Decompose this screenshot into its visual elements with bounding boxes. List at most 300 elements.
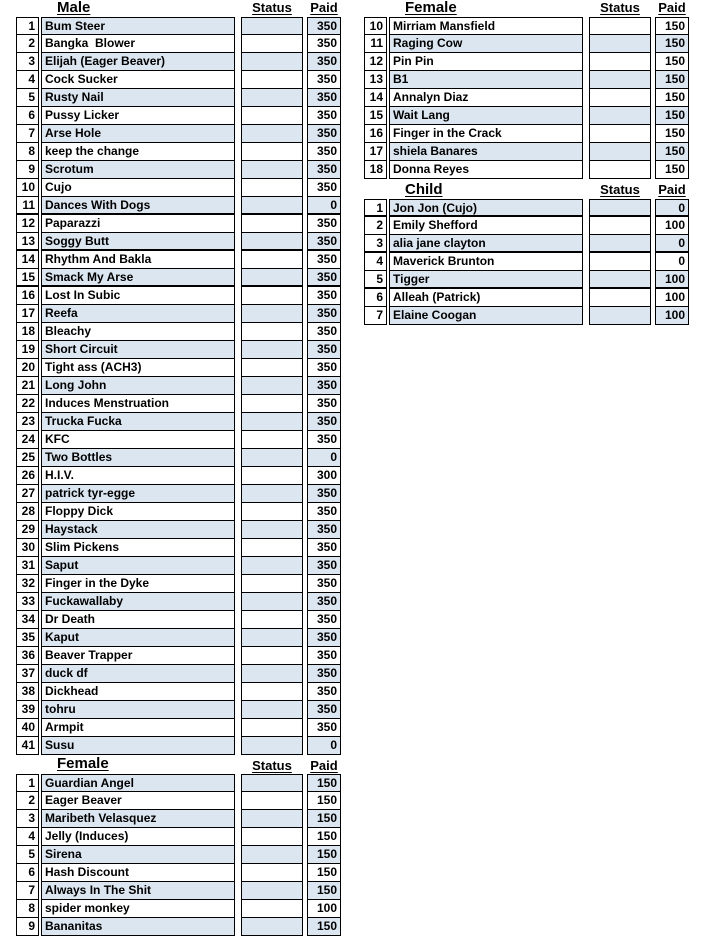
name-cell[interactable]: Induces Menstruation <box>41 395 235 413</box>
name-cell[interactable]: Rusty Nail <box>41 89 235 107</box>
paid-cell[interactable]: 350 <box>307 701 341 719</box>
row-number-cell[interactable]: 16 <box>16 287 39 305</box>
row-number-cell[interactable]: 18 <box>364 161 387 179</box>
status-cell[interactable] <box>589 35 651 53</box>
row-number-cell[interactable]: 34 <box>16 611 39 629</box>
row-number-cell[interactable]: 21 <box>16 377 39 395</box>
row-number-cell[interactable]: 41 <box>16 737 39 755</box>
status-cell[interactable] <box>241 683 303 701</box>
table-row <box>16 575 342 593</box>
name-cell[interactable]: Two Bottles <box>41 449 235 467</box>
table-row <box>16 143 342 161</box>
name-cell[interactable]: Paparazzi <box>41 215 235 233</box>
name-cell[interactable]: Pussy Licker <box>41 107 235 125</box>
status-cell[interactable] <box>589 71 651 89</box>
status-cell[interactable] <box>589 53 651 71</box>
name-cell[interactable]: Jon Jon (Cujo) <box>389 199 583 217</box>
status-cell[interactable] <box>241 359 303 377</box>
paid-cell[interactable]: 350 <box>307 251 341 269</box>
status-column-header[interactable]: Status <box>252 758 292 773</box>
status-cell[interactable] <box>241 377 303 395</box>
name-cell[interactable]: Floppy Dick <box>41 503 235 521</box>
name-cell[interactable]: Arse Hole <box>41 125 235 143</box>
status-cell[interactable] <box>241 89 303 107</box>
table-row <box>364 235 690 253</box>
paid-cell[interactable]: 100 <box>655 271 689 289</box>
row-number-cell[interactable]: 3 <box>364 235 387 253</box>
male-section <box>16 0 342 755</box>
name-cell[interactable]: Raging Cow <box>389 35 583 53</box>
row-number-cell[interactable]: 29 <box>16 521 39 539</box>
status-cell[interactable] <box>241 774 303 792</box>
name-cell[interactable]: Sirena <box>41 846 235 864</box>
paid-cell[interactable]: 350 <box>307 143 341 161</box>
right-table-column <box>364 0 690 325</box>
name-cell[interactable]: keep the change <box>41 143 235 161</box>
paid-cell[interactable]: 350 <box>307 161 341 179</box>
table-row <box>364 271 690 289</box>
name-cell[interactable]: Maverick Brunton <box>389 253 583 271</box>
status-cell[interactable] <box>241 413 303 431</box>
paid-cell[interactable]: 150 <box>307 864 341 882</box>
paid-cell[interactable]: 350 <box>307 575 341 593</box>
paid-cell[interactable]: 350 <box>307 377 341 395</box>
paid-cell[interactable]: 350 <box>307 53 341 71</box>
paid-cell[interactable]: 0 <box>307 449 341 467</box>
paid-cell[interactable]: 350 <box>307 341 341 359</box>
table-row <box>16 593 342 611</box>
name-cell[interactable]: Cujo <box>41 179 235 197</box>
paid-cell[interactable]: 300 <box>307 467 341 485</box>
status-cell[interactable] <box>241 161 303 179</box>
paid-cell[interactable]: 350 <box>307 647 341 665</box>
row-number-cell[interactable]: 40 <box>16 719 39 737</box>
row-number-cell[interactable]: 28 <box>16 503 39 521</box>
status-cell[interactable] <box>241 431 303 449</box>
row-number-cell[interactable]: 9 <box>16 161 39 179</box>
name-cell[interactable]: Rhythm And Bakla <box>41 251 235 269</box>
name-cell[interactable]: tohru <box>41 701 235 719</box>
status-cell[interactable] <box>241 828 303 846</box>
paid-cell[interactable]: 350 <box>307 359 341 377</box>
row-number-cell[interactable]: 9 <box>16 918 39 936</box>
name-cell[interactable]: Bum Steer <box>41 17 235 35</box>
row-number-cell[interactable]: 11 <box>16 197 39 215</box>
paid-cell[interactable]: 350 <box>307 125 341 143</box>
name-cell[interactable]: Soggy Butt <box>41 233 235 251</box>
table-row <box>364 35 690 53</box>
row-number-cell[interactable]: 11 <box>364 35 387 53</box>
table-row <box>16 503 342 521</box>
status-cell[interactable] <box>589 217 651 235</box>
row-number-cell[interactable]: 14 <box>364 89 387 107</box>
status-cell[interactable] <box>241 629 303 647</box>
status-cell[interactable] <box>241 810 303 828</box>
paid-cell[interactable]: 350 <box>307 179 341 197</box>
paid-cell[interactable]: 350 <box>307 233 341 251</box>
status-cell[interactable] <box>241 521 303 539</box>
row-number-cell[interactable]: 32 <box>16 575 39 593</box>
paid-cell[interactable]: 150 <box>655 35 689 53</box>
row-number-cell[interactable]: 8 <box>16 900 39 918</box>
status-cell[interactable] <box>241 900 303 918</box>
row-number-cell[interactable]: 2 <box>16 792 39 810</box>
paid-cell[interactable]: 100 <box>655 307 689 325</box>
status-cell[interactable] <box>241 17 303 35</box>
status-cell[interactable] <box>241 215 303 233</box>
status-cell[interactable] <box>241 143 303 161</box>
paid-cell[interactable]: 150 <box>307 882 341 900</box>
status-cell[interactable] <box>241 341 303 359</box>
section-title-female-right[interactable]: Female <box>405 0 457 16</box>
paid-cell[interactable]: 350 <box>307 305 341 323</box>
paid-cell[interactable]: 350 <box>307 593 341 611</box>
status-cell[interactable] <box>241 575 303 593</box>
row-number-cell[interactable]: 39 <box>16 701 39 719</box>
row-number-cell[interactable]: 35 <box>16 629 39 647</box>
paid-cell[interactable]: 100 <box>307 900 341 918</box>
name-cell[interactable]: Trucka Fucka <box>41 413 235 431</box>
table-row <box>16 323 342 341</box>
row-number-cell[interactable]: 10 <box>364 17 387 35</box>
table-row <box>364 53 690 71</box>
status-cell[interactable] <box>241 449 303 467</box>
name-cell[interactable]: Bangka Blower <box>41 35 235 53</box>
paid-cell[interactable]: 150 <box>655 143 689 161</box>
status-cell[interactable] <box>241 323 303 341</box>
status-cell[interactable] <box>241 269 303 287</box>
status-cell[interactable] <box>589 107 651 125</box>
status-cell[interactable] <box>241 647 303 665</box>
section-title-male[interactable]: Male <box>57 0 91 16</box>
status-cell[interactable] <box>589 89 651 107</box>
row-number-cell[interactable]: 31 <box>16 557 39 575</box>
row-number-cell[interactable]: 30 <box>16 539 39 557</box>
paid-cell[interactable]: 150 <box>307 918 341 936</box>
name-cell[interactable]: Haystack <box>41 521 235 539</box>
paid-cell[interactable]: 350 <box>307 485 341 503</box>
paid-cell[interactable]: 150 <box>655 125 689 143</box>
status-cell[interactable] <box>241 665 303 683</box>
table-row <box>16 774 342 792</box>
name-cell[interactable]: Saput <box>41 557 235 575</box>
name-cell[interactable]: Annalyn Diaz <box>389 89 583 107</box>
status-cell[interactable] <box>241 287 303 305</box>
row-number-cell[interactable]: 33 <box>16 593 39 611</box>
row-number-cell[interactable]: 5 <box>16 89 39 107</box>
status-cell[interactable] <box>241 485 303 503</box>
status-cell[interactable] <box>589 289 651 307</box>
paid-cell[interactable]: 350 <box>307 629 341 647</box>
status-cell[interactable] <box>241 197 303 215</box>
paid-column-header[interactable]: Paid <box>310 758 338 773</box>
row-number-cell[interactable]: 16 <box>364 125 387 143</box>
paid-cell[interactable]: 350 <box>307 71 341 89</box>
row-number-cell[interactable]: 6 <box>364 289 387 307</box>
paid-cell[interactable]: 0 <box>307 197 341 215</box>
row-number-cell[interactable]: 24 <box>16 431 39 449</box>
section-title-female-left[interactable]: Female <box>57 755 109 772</box>
row-number-cell[interactable]: 1 <box>16 17 39 35</box>
table-row <box>16 251 342 269</box>
paid-cell[interactable]: 350 <box>307 395 341 413</box>
paid-cell[interactable]: 150 <box>307 810 341 828</box>
row-number-cell[interactable]: 38 <box>16 683 39 701</box>
name-cell[interactable]: Slim Pickens <box>41 539 235 557</box>
row-number-cell[interactable]: 4 <box>16 71 39 89</box>
name-cell[interactable]: Emily Shefford <box>389 217 583 235</box>
table-row <box>16 287 342 305</box>
name-cell[interactable]: Susu <box>41 737 235 755</box>
status-column-header[interactable]: Status <box>600 182 640 197</box>
row-number-cell[interactable]: 13 <box>16 233 39 251</box>
paid-cell[interactable]: 150 <box>307 774 341 792</box>
name-cell[interactable]: Elijah (Eager Beaver) <box>41 53 235 71</box>
male-rows <box>16 17 342 755</box>
row-number-cell[interactable]: 15 <box>364 107 387 125</box>
status-cell[interactable] <box>241 719 303 737</box>
row-number-cell[interactable]: 2 <box>364 217 387 235</box>
name-cell[interactable]: Eager Beaver <box>41 792 235 810</box>
name-cell[interactable]: Jelly (Induces) <box>41 828 235 846</box>
name-cell[interactable]: Dr Death <box>41 611 235 629</box>
paid-cell[interactable]: 350 <box>307 89 341 107</box>
row-number-cell[interactable]: 13 <box>364 71 387 89</box>
table-row <box>16 197 342 215</box>
paid-cell[interactable]: 350 <box>307 611 341 629</box>
table-row <box>364 199 690 217</box>
status-cell[interactable] <box>589 143 651 161</box>
paid-cell[interactable]: 150 <box>307 792 341 810</box>
name-cell[interactable]: Fuckawallaby <box>41 593 235 611</box>
row-number-cell[interactable]: 7 <box>16 125 39 143</box>
row-number-cell[interactable]: 22 <box>16 395 39 413</box>
paid-cell[interactable]: 350 <box>307 683 341 701</box>
name-cell[interactable]: patrick tyr-egge <box>41 485 235 503</box>
name-cell[interactable]: Finger in the Dyke <box>41 575 235 593</box>
paid-cell[interactable]: 150 <box>655 161 689 179</box>
status-cell[interactable] <box>589 125 651 143</box>
paid-column-header[interactable]: Paid <box>658 0 686 15</box>
name-cell[interactable]: Guardian Angel <box>41 774 235 792</box>
status-cell[interactable] <box>241 503 303 521</box>
row-number-cell[interactable]: 12 <box>364 53 387 71</box>
name-cell[interactable]: Scrotum <box>41 161 235 179</box>
status-column-header[interactable]: Status <box>252 0 292 15</box>
name-cell[interactable]: Wait Lang <box>389 107 583 125</box>
row-number-cell[interactable]: 3 <box>16 53 39 71</box>
paid-cell[interactable]: 150 <box>655 107 689 125</box>
name-cell[interactable]: alia jane clayton <box>389 235 583 253</box>
name-cell[interactable]: Short Circuit <box>41 341 235 359</box>
paid-cell[interactable]: 350 <box>307 665 341 683</box>
table-row <box>16 882 342 900</box>
status-cell[interactable] <box>241 107 303 125</box>
status-cell[interactable] <box>241 864 303 882</box>
status-cell[interactable] <box>589 235 651 253</box>
status-cell[interactable] <box>589 17 651 35</box>
name-cell[interactable]: Alleah (Patrick) <box>389 289 583 307</box>
paid-cell[interactable]: 0 <box>655 199 689 217</box>
paid-cell[interactable]: 350 <box>307 557 341 575</box>
status-cell[interactable] <box>241 35 303 53</box>
name-cell[interactable]: H.I.V. <box>41 467 235 485</box>
status-cell[interactable] <box>241 467 303 485</box>
row-number-cell[interactable]: 17 <box>364 143 387 161</box>
table-row <box>16 665 342 683</box>
paid-cell[interactable]: 350 <box>307 503 341 521</box>
paid-cell[interactable]: 150 <box>307 828 341 846</box>
row-number-cell[interactable]: 14 <box>16 251 39 269</box>
name-cell[interactable]: Mirriam Mansfield <box>389 17 583 35</box>
status-cell[interactable] <box>589 271 651 289</box>
name-cell[interactable]: Dickhead <box>41 683 235 701</box>
status-cell[interactable] <box>241 918 303 936</box>
paid-cell[interactable]: 350 <box>307 521 341 539</box>
name-cell[interactable]: Finger in the Crack <box>389 125 583 143</box>
row-number-cell[interactable]: 25 <box>16 449 39 467</box>
row-number-cell[interactable]: 1 <box>16 774 39 792</box>
row-number-cell[interactable]: 3 <box>16 810 39 828</box>
paid-cell[interactable]: 150 <box>655 53 689 71</box>
name-cell[interactable]: KFC <box>41 431 235 449</box>
name-cell[interactable]: Cock Sucker <box>41 71 235 89</box>
paid-cell[interactable]: 0 <box>655 253 689 271</box>
row-number-cell[interactable]: 36 <box>16 647 39 665</box>
paid-cell[interactable]: 350 <box>307 539 341 557</box>
name-cell[interactable]: shiela Banares <box>389 143 583 161</box>
row-number-cell[interactable]: 15 <box>16 269 39 287</box>
paid-cell[interactable]: 0 <box>307 737 341 755</box>
row-number-cell[interactable]: 8 <box>16 143 39 161</box>
paid-cell[interactable]: 150 <box>307 846 341 864</box>
row-number-cell[interactable]: 26 <box>16 467 39 485</box>
status-cell[interactable] <box>241 593 303 611</box>
name-cell[interactable]: Long John <box>41 377 235 395</box>
row-number-cell[interactable]: 4 <box>16 828 39 846</box>
name-cell[interactable]: Pin Pin <box>389 53 583 71</box>
paid-column-header[interactable]: Paid <box>658 182 686 197</box>
name-cell[interactable]: Maribeth Velasquez <box>41 810 235 828</box>
paid-cell[interactable]: 350 <box>307 17 341 35</box>
table-row <box>16 341 342 359</box>
name-cell[interactable]: Donna Reyes <box>389 161 583 179</box>
table-row <box>16 900 342 918</box>
name-cell[interactable]: Smack My Arse <box>41 269 235 287</box>
paid-column-header[interactable]: Paid <box>310 0 338 15</box>
name-cell[interactable]: Elaine Coogan <box>389 307 583 325</box>
name-cell[interactable]: Bleachy <box>41 323 235 341</box>
table-row <box>16 611 342 629</box>
name-cell[interactable]: Armpit <box>41 719 235 737</box>
female-left-section <box>16 755 342 936</box>
name-cell[interactable]: Kaput <box>41 629 235 647</box>
status-cell[interactable] <box>241 611 303 629</box>
paid-cell[interactable]: 350 <box>307 269 341 287</box>
paid-cell[interactable]: 0 <box>655 235 689 253</box>
status-cell[interactable] <box>241 792 303 810</box>
row-number-cell[interactable]: 20 <box>16 359 39 377</box>
status-cell[interactable] <box>241 179 303 197</box>
row-number-cell[interactable]: 10 <box>16 179 39 197</box>
row-number-cell[interactable]: 37 <box>16 665 39 683</box>
paid-cell[interactable]: 350 <box>307 413 341 431</box>
paid-cell[interactable]: 100 <box>655 289 689 307</box>
paid-cell[interactable]: 350 <box>307 719 341 737</box>
status-cell[interactable] <box>241 882 303 900</box>
status-cell[interactable] <box>241 701 303 719</box>
status-column-header[interactable]: Status <box>600 0 640 15</box>
paid-cell[interactable]: 100 <box>655 217 689 235</box>
name-cell[interactable]: Lost In Subic <box>41 287 235 305</box>
section-title-child[interactable]: Child <box>405 181 443 198</box>
paid-cell[interactable]: 350 <box>307 431 341 449</box>
name-cell[interactable]: Hash Discount <box>41 864 235 882</box>
row-number-cell[interactable]: 6 <box>16 864 39 882</box>
row-number-cell[interactable]: 4 <box>364 253 387 271</box>
row-number-cell[interactable]: 1 <box>364 199 387 217</box>
name-cell[interactable]: Always In The Shit <box>41 882 235 900</box>
row-number-cell[interactable]: 5 <box>364 271 387 289</box>
status-cell[interactable] <box>241 251 303 269</box>
status-cell[interactable] <box>241 557 303 575</box>
row-number-cell[interactable]: 27 <box>16 485 39 503</box>
row-number-cell[interactable]: 12 <box>16 215 39 233</box>
paid-cell[interactable]: 350 <box>307 215 341 233</box>
status-cell[interactable] <box>241 305 303 323</box>
paid-cell[interactable]: 350 <box>307 287 341 305</box>
name-cell[interactable]: Reefa <box>41 305 235 323</box>
paid-cell[interactable]: 150 <box>655 89 689 107</box>
status-cell[interactable] <box>241 71 303 89</box>
status-cell[interactable] <box>241 395 303 413</box>
name-cell[interactable]: Tight ass (ACH3) <box>41 359 235 377</box>
row-number-cell[interactable]: 23 <box>16 413 39 431</box>
name-cell[interactable]: spider monkey <box>41 900 235 918</box>
status-cell[interactable] <box>241 846 303 864</box>
row-number-cell[interactable]: 2 <box>16 35 39 53</box>
status-cell[interactable] <box>241 233 303 251</box>
row-number-cell[interactable]: 7 <box>364 307 387 325</box>
paid-cell[interactable]: 350 <box>307 107 341 125</box>
paid-cell[interactable]: 350 <box>307 35 341 53</box>
table-row <box>364 17 690 35</box>
name-cell[interactable]: B1 <box>389 71 583 89</box>
row-number-cell[interactable]: 7 <box>16 882 39 900</box>
name-cell[interactable]: Dances With Dogs <box>41 197 235 215</box>
name-cell[interactable]: Bananitas <box>41 918 235 936</box>
name-cell[interactable]: Tigger <box>389 271 583 289</box>
row-number-cell[interactable]: 5 <box>16 846 39 864</box>
status-cell[interactable] <box>589 307 651 325</box>
paid-cell[interactable]: 150 <box>655 71 689 89</box>
row-number-cell[interactable]: 17 <box>16 305 39 323</box>
status-cell[interactable] <box>241 53 303 71</box>
paid-cell[interactable]: 350 <box>307 323 341 341</box>
status-cell[interactable] <box>589 161 651 179</box>
status-cell[interactable] <box>589 253 651 271</box>
row-number-cell[interactable]: 19 <box>16 341 39 359</box>
paid-cell[interactable]: 150 <box>655 17 689 35</box>
row-number-cell[interactable]: 6 <box>16 107 39 125</box>
name-cell[interactable]: Beaver Trapper <box>41 647 235 665</box>
name-cell[interactable]: duck df <box>41 665 235 683</box>
status-cell[interactable] <box>241 125 303 143</box>
row-number-cell[interactable]: 18 <box>16 323 39 341</box>
status-cell[interactable] <box>589 199 651 217</box>
status-cell[interactable] <box>241 539 303 557</box>
status-cell[interactable] <box>241 737 303 755</box>
